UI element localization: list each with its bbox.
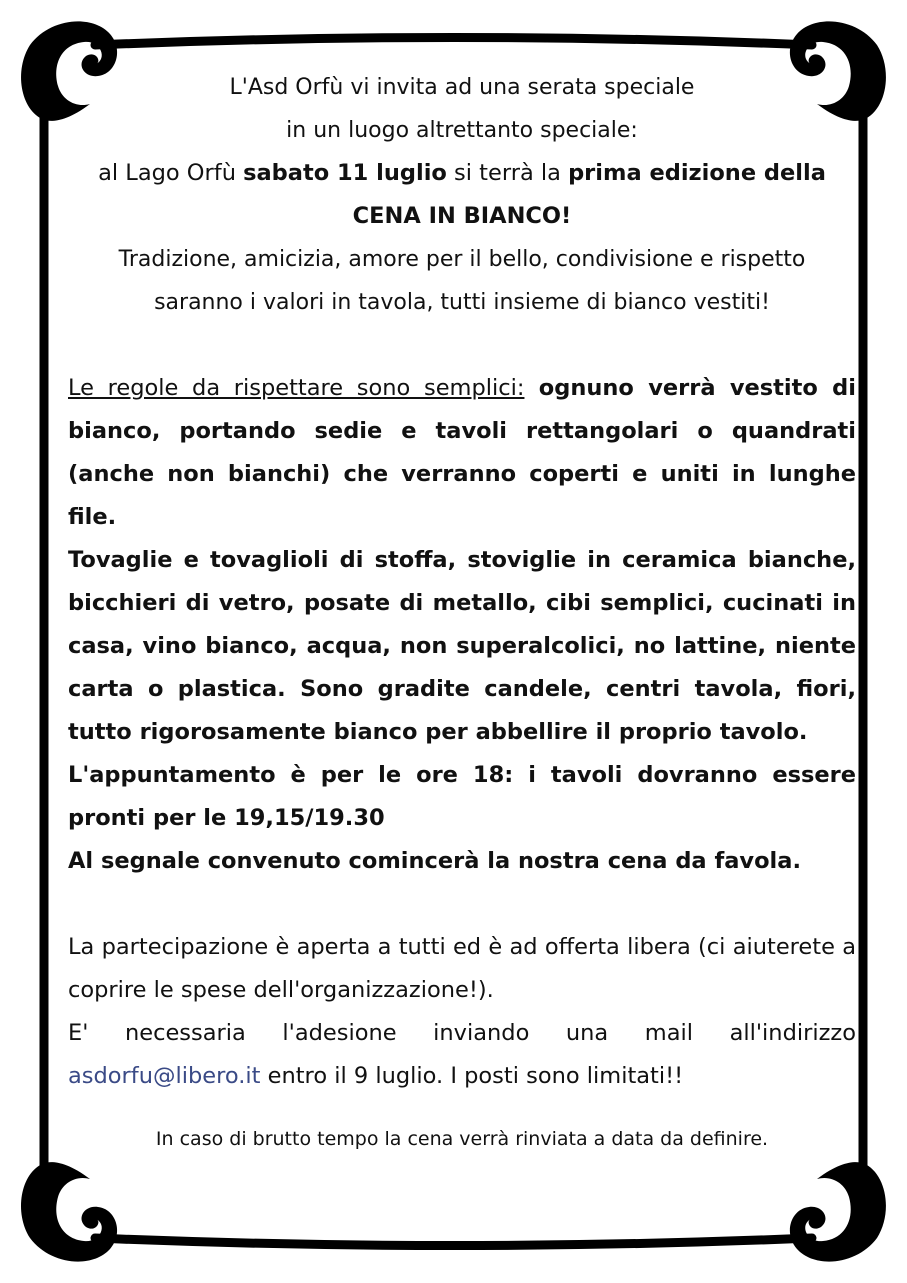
values-line-1: Tradizione, amicizia, amore per il bello, condivisione e rispetto — [118, 247, 806, 272]
intro-line-3-bold: prima edizione della — [568, 160, 826, 186]
participation-paragraph-1: La partecipazione è aperta a tutti ed è ad offerta libera (ci aiuterete a coprire le spese dell'organizzazione!). — [68, 934, 856, 1003]
intro-line-3-mid: si terrà la — [446, 160, 569, 186]
event-date: sabato 11 luglio — [243, 160, 447, 186]
intro-line-1: L'Asd Orfù vi invita ad una serata speciale — [229, 75, 695, 100]
participation-paragraph-2 — [68, 1012, 856, 1098]
participation-text-post: entro il 9 luglio. I posti sono limitati!! — [260, 1063, 684, 1089]
invitation-text — [68, 66, 856, 1154]
intro-line-3 — [68, 152, 856, 195]
rules-paragraph-4: Al segnale convenuto comincerà la nostra cena da favola. — [68, 848, 801, 874]
closing-note: In caso di brutto tempo la cena verrà rinviata a data da definire. — [155, 1128, 769, 1150]
rules-paragraph-3: L'appuntamento è per le ore 18: i tavoli dovranno essere pronti per le 19,15/19.30 — [68, 762, 856, 831]
event-name: CENA IN BIANCO! — [352, 203, 572, 229]
intro-line-3-pre: al Lago Orfù — [98, 160, 244, 186]
rules-paragraph-2: Tovaglie e tovaglioli di stoffa, stoviglie in ceramica bianche, bicchieri di vetro, posate di metallo, cibi semplici, cucinati in casa, vino bianco, acqua, non superalcolici, no lattine, niente carta o plastica. Sono gradite candele, centri tavola, fiori, tutto rigorosamente bianco per abbellire il proprio tavolo. — [68, 547, 856, 745]
rules-text-1: ognuno verrà vestito di bianco, portando sedie e tavoli rettangolari o quandrati (anche non bianchi) che verranno coperti e uniti in lunghe file. — [68, 375, 857, 530]
values-line-2: saranno i valori in tavola, tutti insieme di bianco vestiti! — [154, 290, 770, 315]
email-link[interactable]: asdorfu@libero.it — [68, 1063, 261, 1089]
rules-paragraph-1 — [68, 367, 856, 539]
rules-heading: Le regole da rispettare sono semplici: — [68, 375, 525, 401]
participation-text-pre: E' necessaria l'adesione inviando una mail all'indirizzo — [68, 1020, 856, 1046]
intro-line-2: in un luogo altrettanto speciale: — [286, 118, 638, 143]
